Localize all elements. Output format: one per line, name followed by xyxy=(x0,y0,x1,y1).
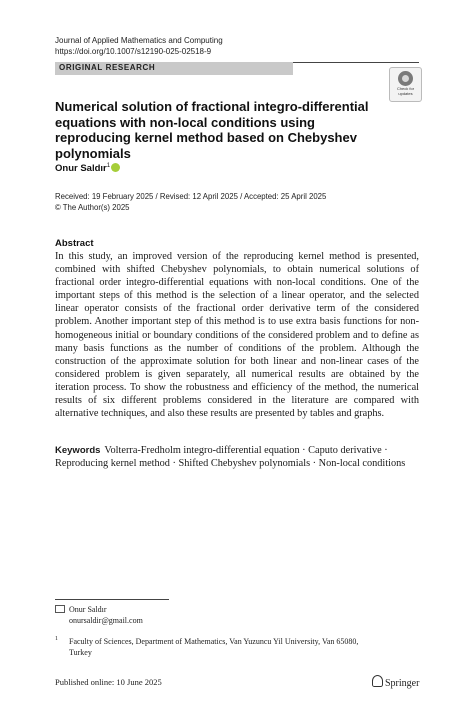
check-updates-icon xyxy=(398,71,413,86)
orcid-icon[interactable] xyxy=(111,163,120,172)
author-line xyxy=(55,163,120,174)
check-updates-label-2: updates xyxy=(398,91,413,96)
article-dates xyxy=(55,191,326,213)
publisher-logo xyxy=(372,675,419,689)
publisher-name: Springer xyxy=(385,678,420,689)
affiliation-footnote xyxy=(55,636,375,658)
envelope-icon xyxy=(55,605,65,613)
published-date: Published online: 10 June 2025 xyxy=(55,677,162,687)
affiliation-mark: 1 xyxy=(106,163,111,169)
history-dates: Received: 19 February 2025 / Revised: 12 April 2025 / Accepted: 25 April 2025 xyxy=(55,192,327,201)
article-title: Numerical solution of fractional integro-differential equations with non-local conditions using reproducing kernel method based on Chebyshev polynomials xyxy=(55,99,369,161)
contact-name: Onur Saldır xyxy=(69,605,107,614)
header-rule xyxy=(293,62,419,63)
doi-link[interactable]: https://doi.org/10.1007/s12190-025-02518-9 xyxy=(55,47,212,56)
keywords-heading: Keywords xyxy=(55,445,101,456)
section-label: ORIGINAL RESEARCH xyxy=(59,63,156,72)
check-updates-label: Check for xyxy=(396,86,415,91)
journal-name: Journal of Applied Mathematics and Computing xyxy=(55,36,223,45)
footnote-rule xyxy=(55,599,169,600)
keywords-text: Volterra-Fredholm integro-differential equation · Caputo derivative · Reproducing kernel method · Shifted Chebyshev polynomials · Non-local conditions xyxy=(55,445,406,470)
abstract-text: In this study, an improved version of the reproducing kernel method is presented, combined with shifted Chebyshev polynomials, to obtain numerical solutions of fractional order integro-differential equations with non-local conditions. One of the important steps of this method is the selection of a linear operator, and the selected linear operator consists of the fractional order derivative term of the considered problem. Another important step of this method is to use extra basis functions for non-homogeneous initial or boundary conditions of the considered problem and to define as many basis functions as the number of conditions of the problem. Although the construction of the approximate solution for both linear and non-linear cases of the considered problem is given separately, all numerical results are obtained by the iteration process. To show the robustness and efficiency of the method, the numerical results of six different problems considered in the literature are compared with alternative techniques, and also these results are presented by tables and graphs. xyxy=(55,251,419,420)
corresponding-author xyxy=(55,604,143,626)
copyright: © The Author(s) 2025 xyxy=(55,203,130,212)
author-name[interactable]: Onur Saldır xyxy=(55,163,107,175)
affiliation-number: 1 xyxy=(55,636,58,642)
affiliation-text: Faculty of Sciences, Department of Mathematics, Van Yuzuncu Yil University, Van 65080, Turkey xyxy=(69,637,359,657)
contact-email[interactable]: onursaldir@gmail.com xyxy=(69,616,143,625)
section-bar xyxy=(55,62,293,75)
keywords-block xyxy=(55,444,419,470)
springer-horse-icon xyxy=(372,675,383,687)
abstract-heading: Abstract xyxy=(55,238,94,249)
journal-header xyxy=(55,35,223,57)
check-for-updates-button[interactable] xyxy=(389,67,422,102)
